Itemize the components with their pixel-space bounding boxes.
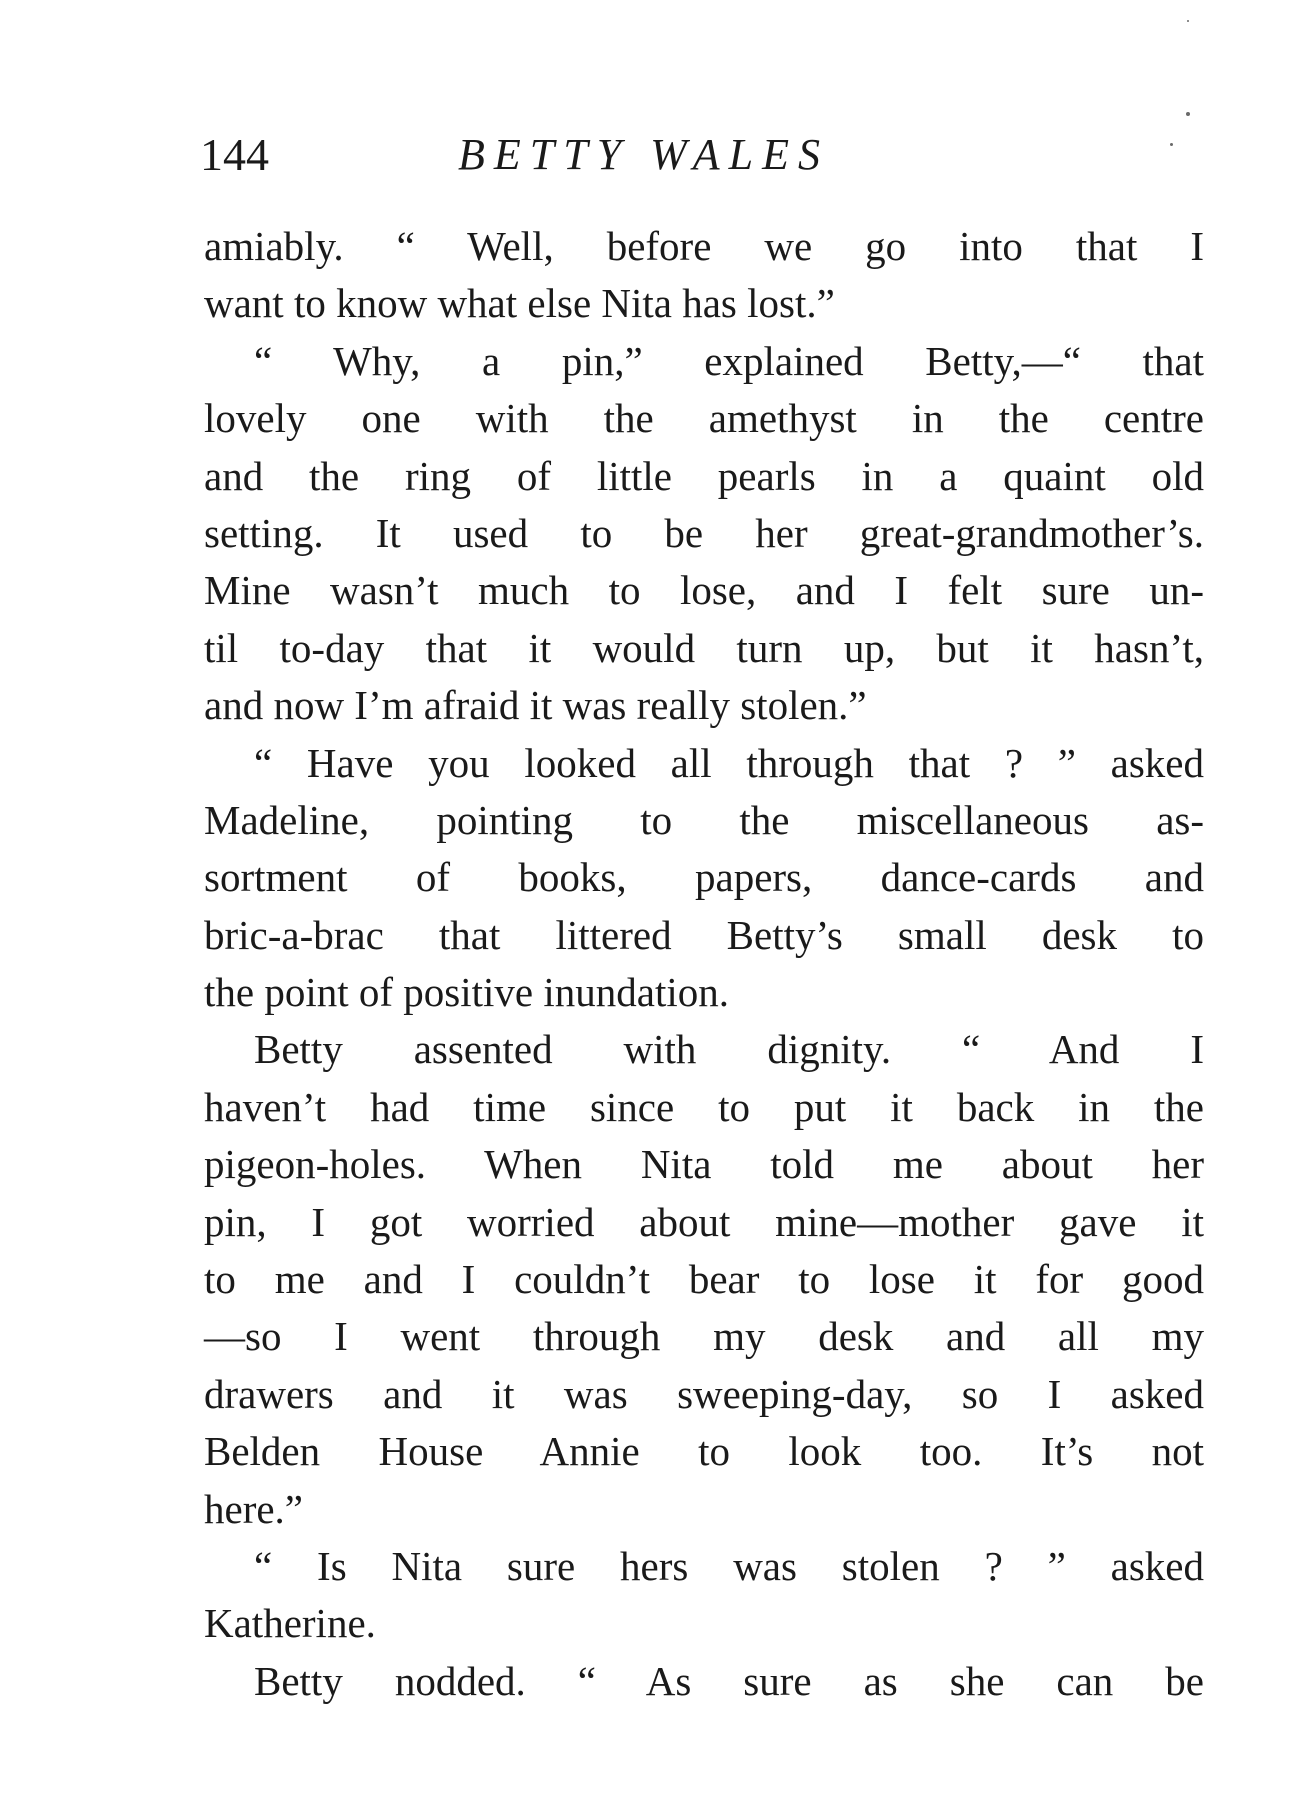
running-head	[200, 120, 1060, 190]
text-line: Madeline, pointing to the miscellaneous as-	[204, 796, 1204, 843]
text-line: Katherine.	[204, 1600, 376, 1647]
text-line: haven’t had time since to put it back in the	[204, 1083, 1204, 1130]
text-line: the point of positive inundation.	[204, 969, 729, 1016]
paper-speck	[1186, 112, 1190, 116]
page-number: 144	[200, 129, 269, 180]
text-line: pigeon-holes. When Nita told me about her	[204, 1141, 1204, 1188]
body-text	[204, 218, 1204, 1710]
text-line: Betty nodded. “ As sure as she can be	[254, 1657, 1204, 1704]
running-title: BETTY WALES	[458, 130, 829, 179]
text-line: to me and I couldn’t bear to lose it for good	[204, 1256, 1204, 1303]
paper-speck	[1170, 143, 1173, 146]
text-line: here.”	[204, 1485, 303, 1532]
text-line: “ Why, a pin,” explained Betty,—“ that	[254, 337, 1204, 384]
text-line: “ Have you looked all through that ? ” asked	[254, 739, 1204, 786]
text-line: —so I went through my desk and all my	[204, 1313, 1204, 1360]
paper-speck	[1187, 20, 1189, 22]
text-line: setting. It used to be her great-grandmother’s.	[204, 509, 1204, 556]
text-line: Belden House Annie to look too. It’s not	[204, 1428, 1204, 1475]
text-line: drawers and it was sweeping-day, so I asked	[204, 1370, 1204, 1417]
text-line: “ Is Nita sure hers was stolen ? ” asked	[254, 1542, 1204, 1589]
text-line: lovely one with the amethyst in the centre	[204, 395, 1204, 442]
text-line: want to know what else Nita has lost.”	[204, 280, 835, 327]
text-line: Betty assented with dignity. “ And I	[254, 1026, 1204, 1073]
text-line: sortment of books, papers, dance-cards and	[204, 854, 1204, 901]
text-line: amiably. “ Well, before we go into that I	[204, 223, 1204, 269]
text-line: Mine wasn’t much to lose, and I felt sure un-	[204, 567, 1204, 614]
text-line: and the ring of little pearls in a quaint old	[204, 452, 1204, 499]
text-line: and now I’m afraid it was really stolen.”	[204, 682, 867, 729]
text-line: til to-day that it would turn up, but it hasn’t,	[204, 624, 1204, 671]
text-line: bric-a-brac that littered Betty’s small desk to	[204, 911, 1204, 958]
text-line: pin, I got worried about mine—mother gave it	[204, 1198, 1204, 1245]
